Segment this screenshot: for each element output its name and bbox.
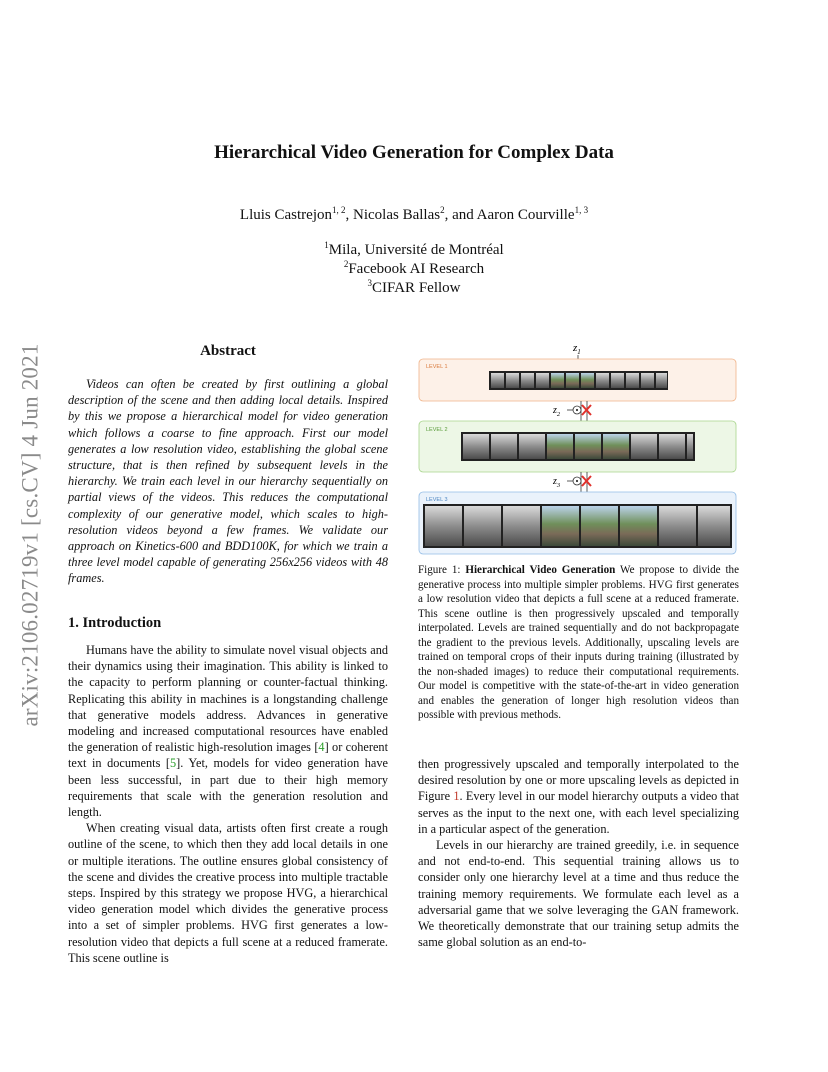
paper-title: Hierarchical Video Generation for Complex Data — [214, 142, 614, 163]
stop-gradient-cross-icon-2 — [582, 476, 591, 486]
affiliation-2: $^2$Facebook AI Research — [343, 259, 485, 277]
intro-paragraph-2: When creating visual data, artists often first create a rough outline of the scene, to which then they add local details in one or multiple iterations. The outline ensures global consistency of the scene and divides the creative process into multiple tractable steps. Inspired by this strategy we propose HVG, a hierarchical video generation model which divides the generative process into a set of simpler problems. HVG first generates a low-resolution video that depicts a full scene at a reduced framerate. This scene outline is — [68, 821, 388, 965]
author-3-affil: 1, 3 — [574, 205, 589, 215]
arxiv-identifier — [12, 300, 50, 770]
latent-z2-label: $z_2$ — [553, 405, 561, 418]
figure-1-reference-link[interactable]: 1 — [453, 789, 460, 804]
abstract-heading: Abstract — [200, 343, 256, 359]
citation-link-4[interactable]: 4 — [318, 740, 325, 755]
level-2-frames — [461, 432, 695, 461]
level-1-frames — [489, 371, 668, 390]
caption-title: Hierarchical Video Generation — [465, 564, 616, 576]
affiliation-list — [0, 241, 828, 298]
caption-text: We propose to divide the generative process into multiple simpler problems. HVG first generates a low resolution video that depicts a full scene at a reduced framerate. This scene outline is then progressively upscaled and temporally interpolated. Levels are trained sequentially and do not backpropagate the gradient to the previous levels. Additionally, upscaling levels are trained on temporal crops of their inputs during training (illustrated by the non-shaded images) to reduce their computational requirements. Our model is competitive with the state-of-the-art in video generation and enables the generation of longer high resolution videos than possible with previous methods. — [418, 564, 739, 721]
level-3-label: LEVEL 3 — [426, 497, 448, 503]
introduction-body — [68, 642, 388, 966]
citation-link-5[interactable]: 5 — [170, 756, 177, 771]
latent-z3-label: $z_3$ — [553, 476, 561, 489]
caption-label: Figure 1: — [418, 564, 466, 576]
author-list — [0, 207, 828, 224]
level-2-label: LEVEL 2 — [426, 427, 448, 433]
author-2-affil: 2 — [440, 205, 445, 215]
level-3-frames — [423, 504, 732, 548]
right-paragraph-2: Levels in our hierarchy are trained greedily, i.e. in sequence and not end-to-end. This sequential training allows us to consider only one hierarchy level at a time and thus reduce the training memory requirements. We formulate each level as a adversarial game that we solve leveraging the GAN framework. We theoretically demonstrate that our training setup admits the same global solution as an end-to- — [418, 838, 739, 950]
author-1: Lluis Castrejon — [239, 207, 332, 223]
level-1-label: LEVEL 1 — [426, 364, 448, 370]
author-1-affil: 1, 2 — [332, 205, 346, 215]
intro-paragraph-1: Humans have the ability to simulate novel visual objects and their dynamics using their imagination. This ability is linked to the capacity to perform planning or counter-factual thinking. Replicating this ability in machines is a longstanding challenge that generative models address. Advances in generative modeling and increased computational resources have enabled the generation of realistic high-resolution images [4] or coherent text in documents [5]. Yet, models for video generation have been less successful, in part due to their high memory requirements that scale with the generation resolution and length. — [68, 643, 389, 820]
right-column-body — [418, 756, 739, 950]
figure-1-diagram — [417, 338, 739, 560]
affiliation-1: $^1$Mila, Université de Montréal — [324, 240, 504, 258]
stop-gradient-cross-icon — [582, 405, 591, 415]
author-3: , and Aaron Courville — [444, 207, 575, 223]
section-heading-introduction: 1. Introduction — [68, 615, 162, 631]
right-paragraph-1: then progressively upscaled and temporally interpolated to the desired resolution by one or more upscaling levels as depicted in Figure 1. Every level in our model hierarchy outputs a video that serves as the input to the next one, with each level specializing in a particular aspect of the generation. — [418, 757, 740, 836]
arxiv-identifier-text: arXiv:2106.02719v1 [cs.CV] 4 Jun 2021 — [18, 343, 44, 727]
author-2: , Nicolas Ballas — [345, 207, 441, 223]
latent-z1-label: $z_1$ — [573, 342, 581, 356]
figure-1-caption — [418, 563, 739, 723]
abstract-body: Videos can often be created by first outlining a global description of the scene and then adding local details. Inspired by this we propose a hierarchical model for video generation which follows a coarse to fine approach. First our model generates a low resolution video, establishing the global scene structure, that is then refined by subsequent levels in the hierarchy. We train each level in our hierarchy sequentially on partial views of the videos. This reduces the computational complexity of our generative model, which scales to high-resolution videos beyond a few frames. We validate our approach on Kinetics-600 and BDD100K, for which we train a three level model capable of generating 256x256 videos with 48 frames. — [68, 377, 388, 586]
affiliation-3: $^3$CIFAR Fellow — [367, 278, 461, 296]
